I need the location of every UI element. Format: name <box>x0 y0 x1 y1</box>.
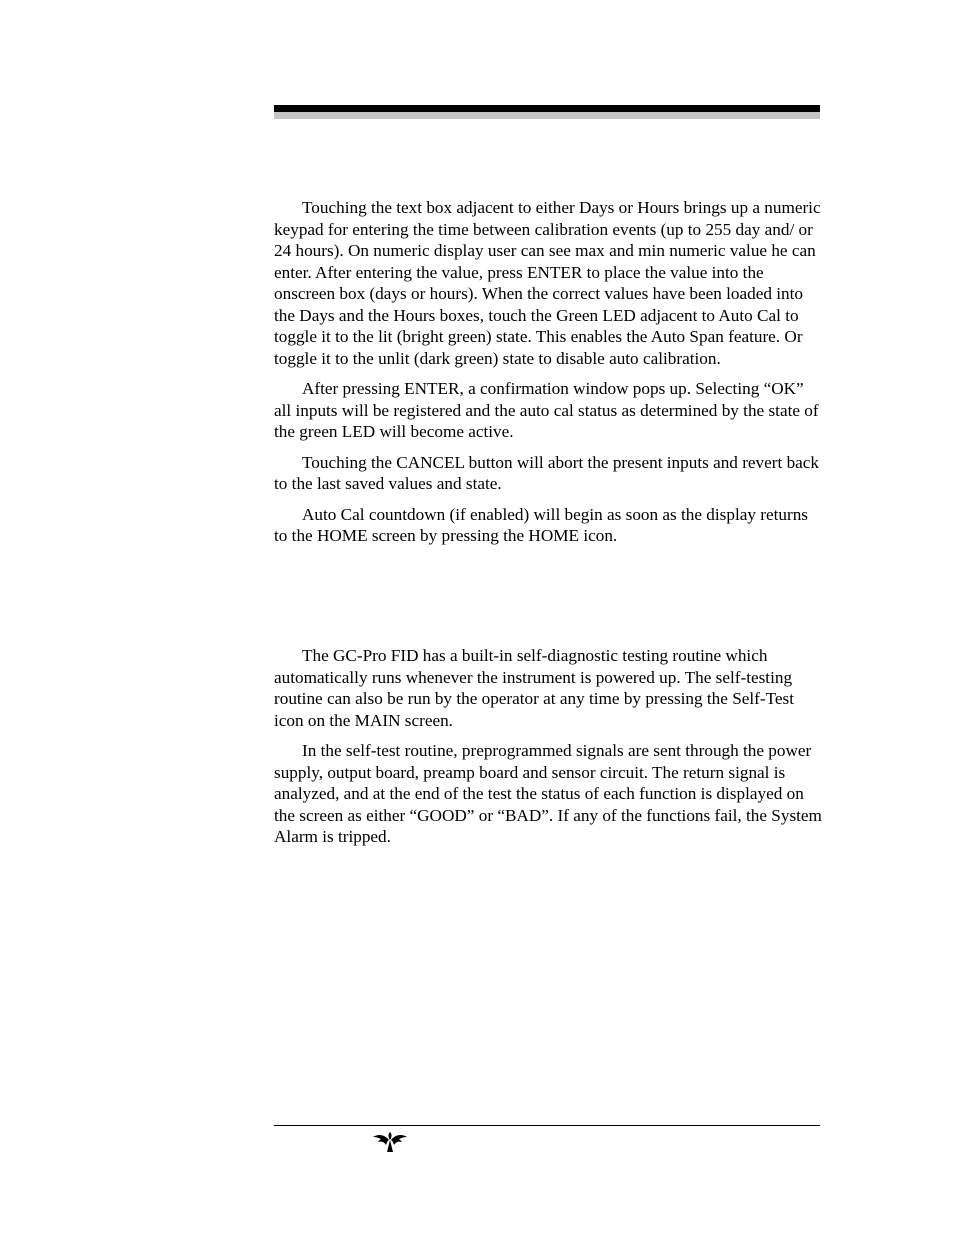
footer-rule <box>274 1125 820 1126</box>
teledyne-logo-icon <box>372 1131 408 1153</box>
selftest-section <box>274 645 822 857</box>
autocal-paragraph-2: After pressing ENTER, a confirmation window pops up. Selecting “OK” all inputs will be registered and the auto cal status as determined by the state of the green LED will become active. <box>274 379 819 441</box>
selftest-paragraph-1: The GC-Pro FID has a built-in self-diagnostic testing routine which automatically runs whenever the instrument is powered up. The self-testing routine can also be run by the operator at any time by pressing the Self-Test icon on the MAIN screen. <box>274 646 794 730</box>
header-rule-black <box>274 105 820 112</box>
autocal-paragraph-1: Touching the text box adjacent to either Days or Hours brings up a numeric keypad for entering the time between calibration events (up to 255 day and/ or 24 hours). On numeric display user can see max and min numeric value he can enter. After entering the value, press ENTER to place the value into the onscreen box (days or hours). When the correct values have been loaded into the Days and the Hours boxes, touch the Green LED adjacent to Auto Cal to toggle it to the lit (bright green) state. This enables the Auto Span feature. Or toggle it to the unlit (dark green) state to disable auto calibration. <box>274 198 821 368</box>
autocal-paragraph-4: Auto Cal countdown (if enabled) will begin as soon as the display returns to the HOME screen by pressing the HOME icon. <box>274 504 808 545</box>
header-rule-gray <box>274 112 820 119</box>
autocal-paragraph-3: Touching the CANCEL button will abort the present inputs and revert back to the last saved values and state. <box>274 452 820 493</box>
selftest-paragraph-2: In the self-test routine, preprogrammed signals are sent through the power supply, output board, preamp board and sensor circuit. The return signal is analyzed, and at the end of the test the status of each function is displayed on the screen as either “GOOD” or “BAD”. If any of the functions fail, the System Alarm is tripped. <box>274 741 822 846</box>
autocal-section <box>274 197 822 556</box>
